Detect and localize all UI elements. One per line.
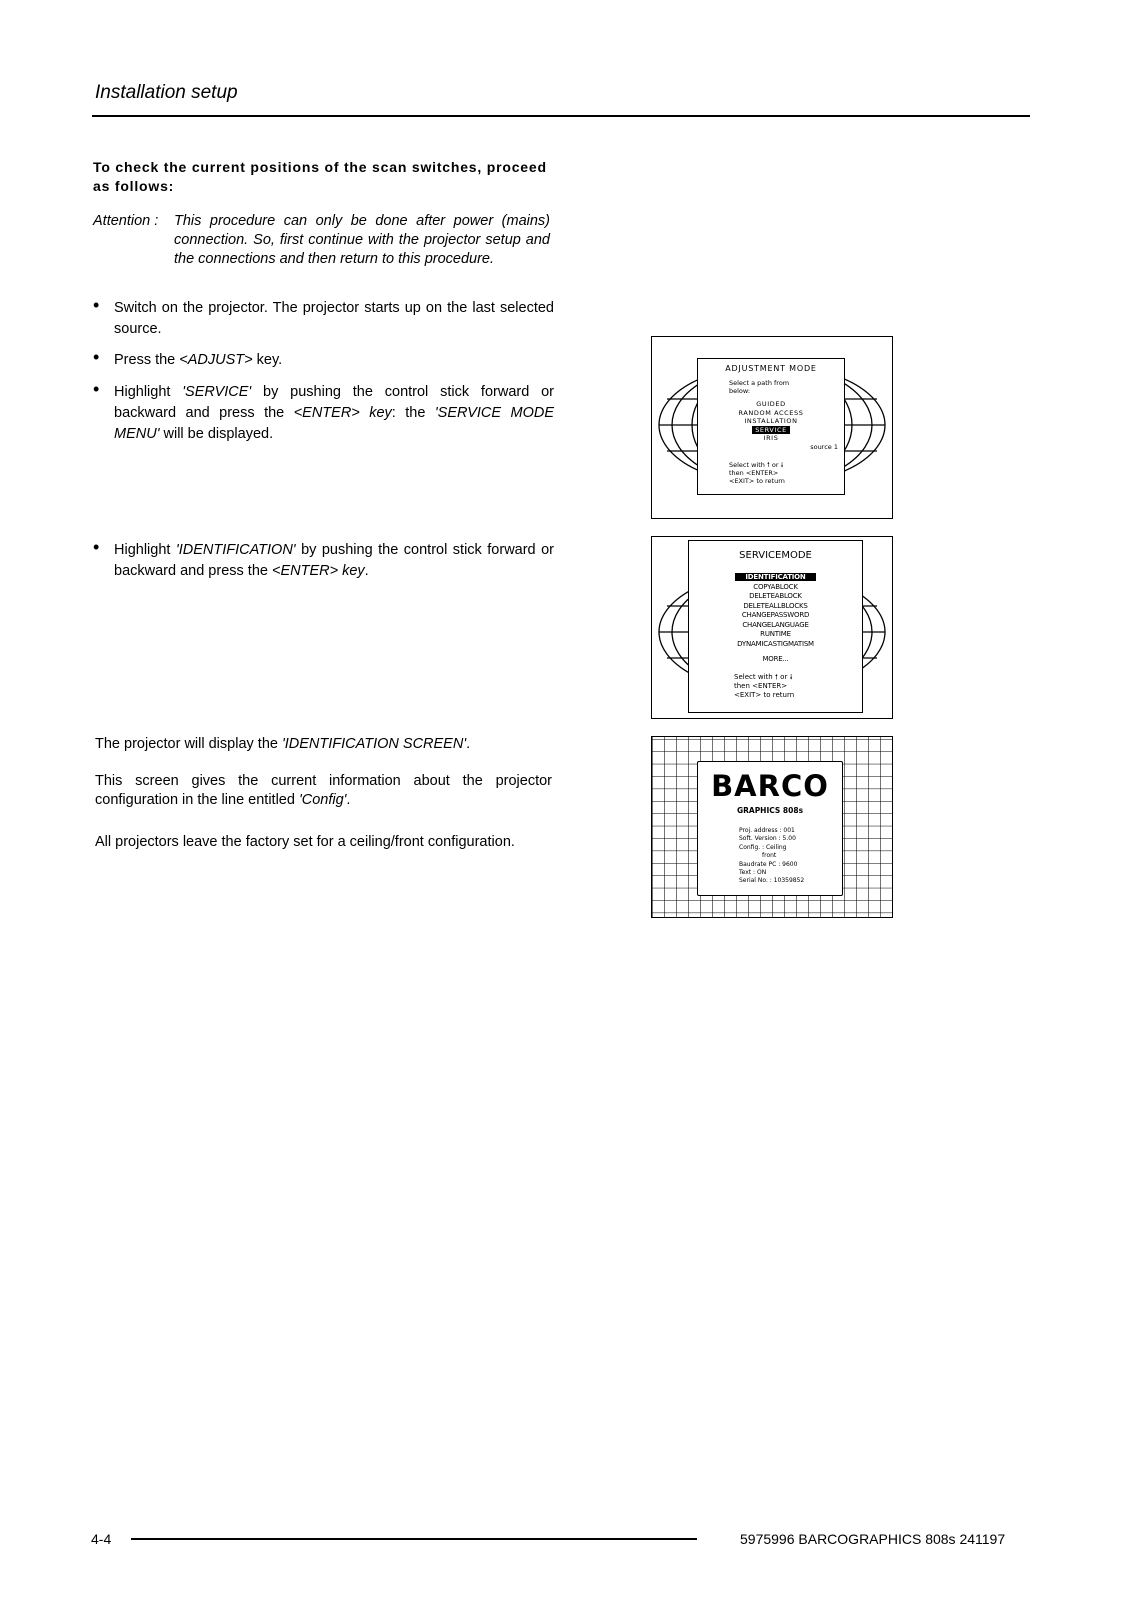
menu-item-change-language[interactable]: CHANGELANGUAGE: [742, 620, 809, 629]
document-id: 5975996 BARCOGRAPHICS 808s 241197: [740, 1531, 1006, 1547]
arrow-down-icon: 🠗: [780, 460, 784, 469]
menu-items: [698, 400, 844, 443]
identification-info: [698, 827, 842, 886]
header-rule: [92, 115, 1030, 117]
menu-item-delete-all-blocks[interactable]: DELETEALLBLOCKS: [743, 601, 808, 610]
info-line: front: [762, 852, 777, 860]
step-4: • Highlight 'IDENTIFICATION' by pushing the control stick forward or backward and press the <ENTER> key.: [93, 537, 555, 579]
identification-screen: [697, 761, 843, 896]
page-number: 4-4: [91, 1531, 112, 1547]
step-2: • Press the <ADJUST> key.: [93, 347, 283, 368]
arrow-up-icon: 🠕: [774, 672, 778, 681]
info-line: Serial No. : 10359852: [739, 877, 805, 885]
info-line: Proj. address : 001: [739, 827, 795, 834]
menu-item-more[interactable]: MORE...: [762, 655, 789, 663]
menu-instructions: Select with 🠕 or 🠗 then <ENTER> <EXIT> to return: [729, 460, 785, 485]
attention-text: This procedure can only be done after power (mains) connection. So, first continue with the projector setup and the connections and then return to this procedure.: [174, 213, 550, 267]
menu-items: [689, 573, 862, 665]
arrow-up-icon: 🠕: [767, 460, 770, 469]
adjustment-mode-figure: [651, 336, 893, 519]
menu-item-delete-a-block[interactable]: DELETEABLOCK: [749, 592, 802, 600]
service-menu: [688, 540, 863, 713]
attention-label: Attention :: [93, 213, 159, 229]
menu-title: SERVICEMODE: [739, 550, 812, 561]
section-heading: To check the current positions of the scan switches, proceed as follows:: [93, 159, 547, 194]
footer-rule: [131, 1538, 697, 1540]
menu-prompt: Select a path from below:: [729, 379, 790, 395]
menu-item-identification[interactable]: IDENTIFICATION: [689, 573, 862, 583]
menu-item-installation[interactable]: INSTALLATION: [744, 417, 798, 425]
service-mode-figure: [651, 536, 893, 719]
arrow-down-icon: 🠗: [789, 672, 793, 681]
menu-item-service[interactable]: SERVICE: [698, 426, 844, 435]
info-line: Config. : Ceiling: [739, 843, 787, 851]
menu-item-copy-a-block[interactable]: COPYABLOCK: [753, 582, 798, 591]
model-name: GRAPHICS 808s: [736, 806, 804, 815]
barco-logo: BARCO: [711, 769, 829, 803]
paragraph-factory: All projectors leave the factory set for a ceiling/front configuration.: [95, 834, 515, 850]
menu-item-guided[interactable]: GUIDED: [756, 400, 786, 408]
page-header-title: Installation setup: [95, 82, 238, 103]
menu-item-dynamic-astigmatism[interactable]: DYNAMICASTIGMATISM: [737, 639, 814, 648]
info-line: Soft. Version : 5.00: [739, 835, 796, 843]
menu-item-random-access[interactable]: RANDOM ACCESS: [738, 408, 804, 417]
menu-instructions: Select with 🠕 or 🠗 then <ENTER> <EXIT> to return: [734, 672, 795, 699]
identification-figure: [651, 736, 893, 918]
paragraph-display: The projector will display the 'IDENTIFICATION SCREEN'.: [95, 736, 471, 752]
menu-item-run-time[interactable]: RUNTIME: [760, 630, 791, 638]
info-line: Text : ON: [739, 869, 767, 877]
step-1: • Switch on the projector. The projector starts up on the last selected source.: [93, 295, 554, 337]
step-3: • Highlight 'SERVICE' by pushing the control stick forward or backward and press the <ENTER> key: the 'SERVICE MODE MENU' will be displayed.: [93, 379, 555, 442]
step-text: Switch on the projector. The projector starts up on the last selected source.: [114, 300, 554, 337]
menu-item-change-password[interactable]: CHANGEPASSWORD: [741, 611, 810, 619]
paragraph-config: This screen gives the current information about the projector configuration in the line entitled 'Config'.: [95, 773, 552, 808]
info-line: Baudrate PC : 9600: [739, 860, 798, 868]
adjustment-menu: [697, 358, 845, 495]
menu-item-iris[interactable]: IRIS: [763, 434, 779, 442]
source-label: source 1: [810, 442, 838, 451]
menu-title: ADJUSTMENT MODE: [725, 364, 817, 373]
